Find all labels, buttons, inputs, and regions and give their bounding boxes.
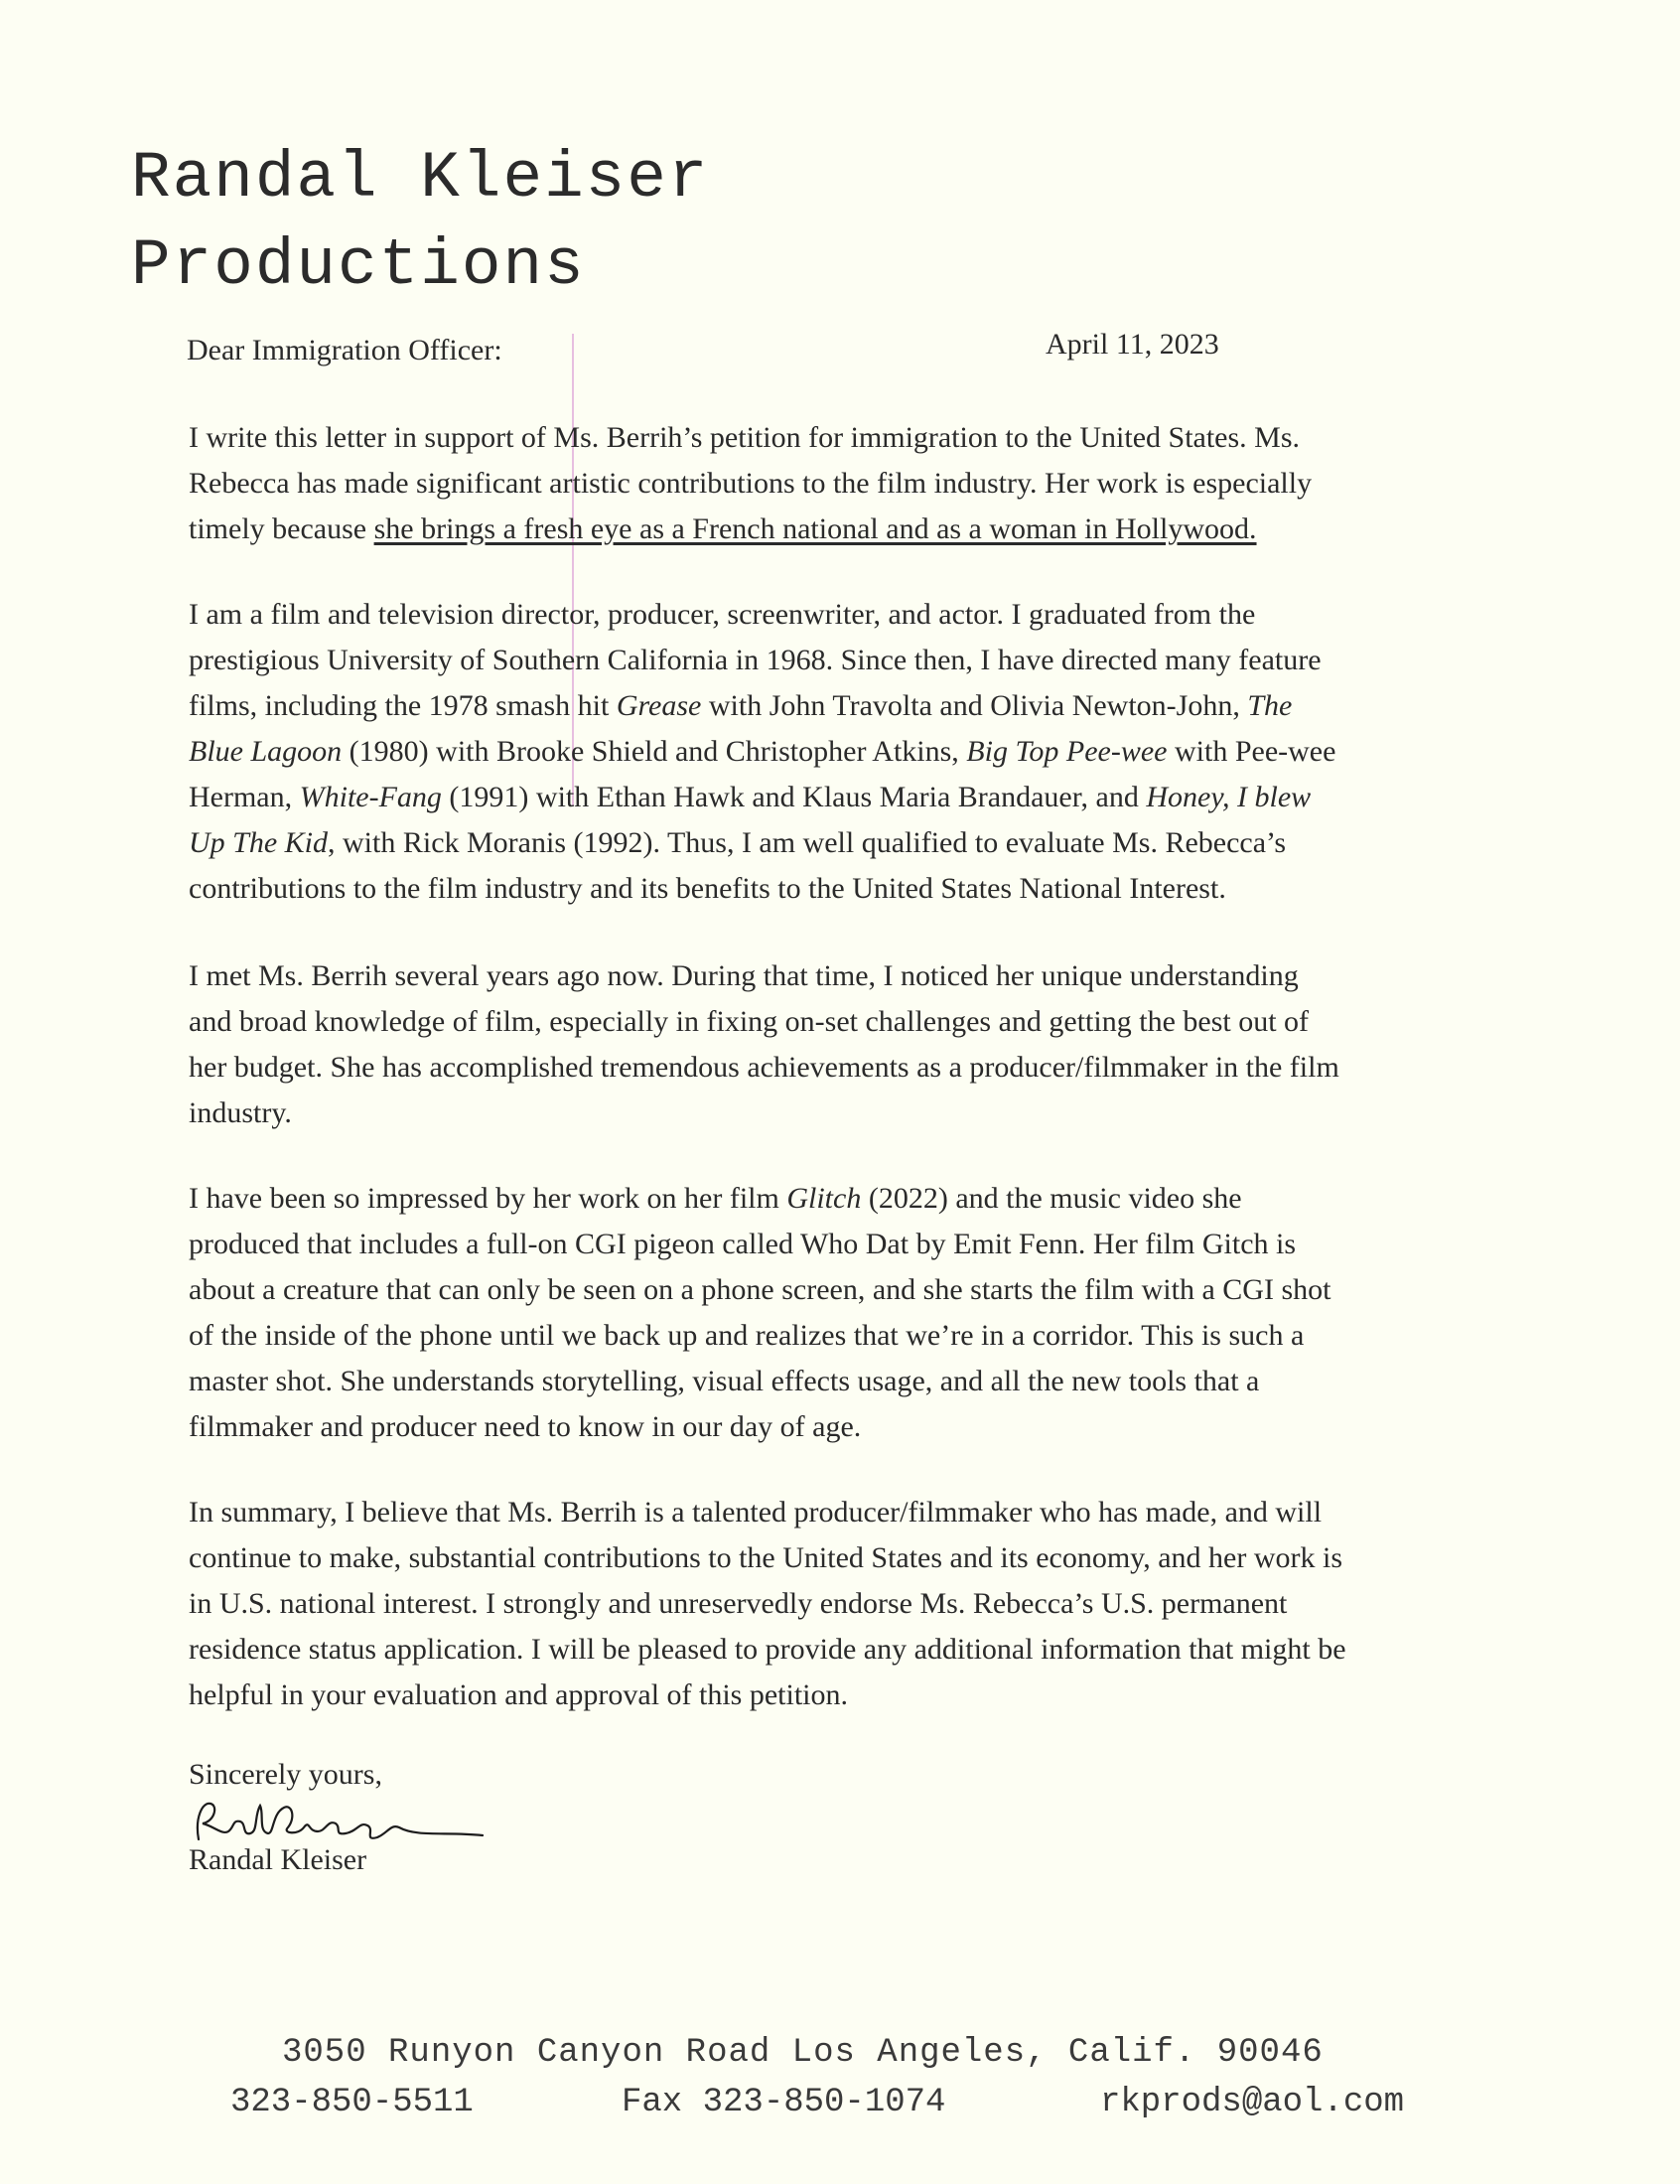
text-line	[189, 820, 1499, 866]
text-span: timely because	[189, 512, 374, 545]
text-line	[189, 775, 1499, 820]
paragraph-1	[189, 415, 1499, 552]
footer-address: 3050 Runyon Canyon Road Los Angeles, Calif. 90046	[282, 2034, 1324, 2072]
signer-name: Randal Kleiser	[189, 1843, 367, 1876]
text-span: (1991) with Ethan Hawk and Klaus Maria Brandauer, and	[441, 781, 1147, 813]
text-line: and broad knowledge of film, especially in fixing on-set challenges and getting the best out of	[189, 1005, 1310, 1038]
text-line	[189, 1176, 1499, 1222]
letterhead	[131, 135, 710, 310]
text-line: in U.S. national interest. I strongly and unreservedly endorse Ms. Rebecca’s U.S. permanent	[189, 1587, 1288, 1620]
paragraph-5	[189, 1490, 1499, 1718]
letter-date: April 11, 2023	[1046, 328, 1219, 361]
text-line: I am a film and television director, producer, screenwriter, and actor. I graduated from the	[189, 598, 1256, 631]
text-line: produced that includes a full-on CGI pigeon called Who Dat by Emit Fenn. Her film Gitch is	[189, 1228, 1297, 1260]
text-line: of the inside of the phone until we back up and realizes that we’re in a corridor. This is such a	[189, 1319, 1305, 1352]
text-line: In summary, I believe that Ms. Berrih is a talented producer/filmmaker who has made, and will	[189, 1496, 1323, 1529]
text-line: continue to make, substantial contributions to the United States and its economy, and her work is	[189, 1541, 1343, 1574]
film-title: Big Top Pee-wee	[966, 735, 1168, 768]
film-title: Blue Lagoon	[189, 735, 343, 768]
text-span: , with Rick Moranis (1992). Thus, I am well qualified to evaluate Ms. Rebecca’s	[328, 826, 1287, 859]
text-line: industry.	[189, 1096, 292, 1129]
text-line	[189, 729, 1499, 775]
text-line: I met Ms. Berrih several years ago now. During that time, I noticed her unique understanding	[189, 959, 1299, 992]
closing: Sincerely yours,	[189, 1758, 382, 1791]
salutation: Dear Immigration Officer:	[187, 334, 502, 366]
paragraph-3	[189, 953, 1499, 1136]
film-title: Up The Kid	[189, 826, 329, 859]
footer-email: rkprods@aol.com	[1100, 2084, 1405, 2121]
text-line: master shot. She understands storytelling, visual effects usage, and all the new tools that a	[189, 1365, 1260, 1397]
text-line: Rebecca has made significant artistic contributions to the film industry. Her work is especially	[189, 467, 1313, 500]
underlined-text: she brings a fresh eye as a French national and as a woman in Hollywood.	[373, 512, 1257, 545]
text-line: helpful in your evaluation and approval of this petition.	[189, 1678, 849, 1711]
film-title: Glitch	[786, 1182, 862, 1215]
text-span: (2022) and the music video she	[861, 1182, 1242, 1215]
text-line: filmmaker and producer need to know in our day of age.	[189, 1410, 862, 1443]
text-line: about a creature that can only be seen on a phone screen, and she starts the film with a CGI shot	[189, 1273, 1331, 1306]
text-line: prestigious University of Southern California in 1968. Since then, I have directed many feature	[189, 644, 1322, 676]
text-span: (1980) with Brooke Shield and Christopher Atkins,	[342, 735, 967, 768]
paragraph-2	[189, 592, 1499, 912]
text-line	[189, 507, 1499, 552]
film-title: Honey, I blew	[1146, 781, 1312, 813]
text-span: with John Travolta and Olivia Newton-John,	[701, 689, 1248, 722]
text-line: residence status application. I will be pleased to provide any additional information that might be	[189, 1633, 1346, 1666]
film-title: Grease	[616, 689, 702, 722]
footer-fax: Fax 323-850-1074	[622, 2084, 946, 2121]
text-span: I have been so impressed by her work on her film	[189, 1182, 787, 1215]
text-span: with Pee-wee	[1167, 735, 1336, 768]
letterhead-line-2: Productions	[131, 228, 586, 303]
film-title: The	[1247, 689, 1293, 722]
text-line: contributions to the film industry and its benefits to the United States National Interest.	[189, 872, 1226, 905]
text-line: I write this letter in support of Ms. Berrih’s petition for immigration to the United States. Ms.	[189, 421, 1301, 454]
text-line: her budget. She has accomplished tremendous achievements as a producer/filmmaker in the film	[189, 1051, 1339, 1084]
film-title: White-Fang	[299, 781, 442, 813]
paragraph-4	[189, 1176, 1499, 1450]
letterhead-line-1: Randal Kleiser	[131, 141, 710, 216]
text-span: films, including the 1978 smash hit	[189, 689, 617, 722]
text-line	[189, 683, 1499, 729]
text-span: Herman,	[189, 781, 300, 813]
footer-phone: 323-850-5511	[230, 2084, 474, 2121]
